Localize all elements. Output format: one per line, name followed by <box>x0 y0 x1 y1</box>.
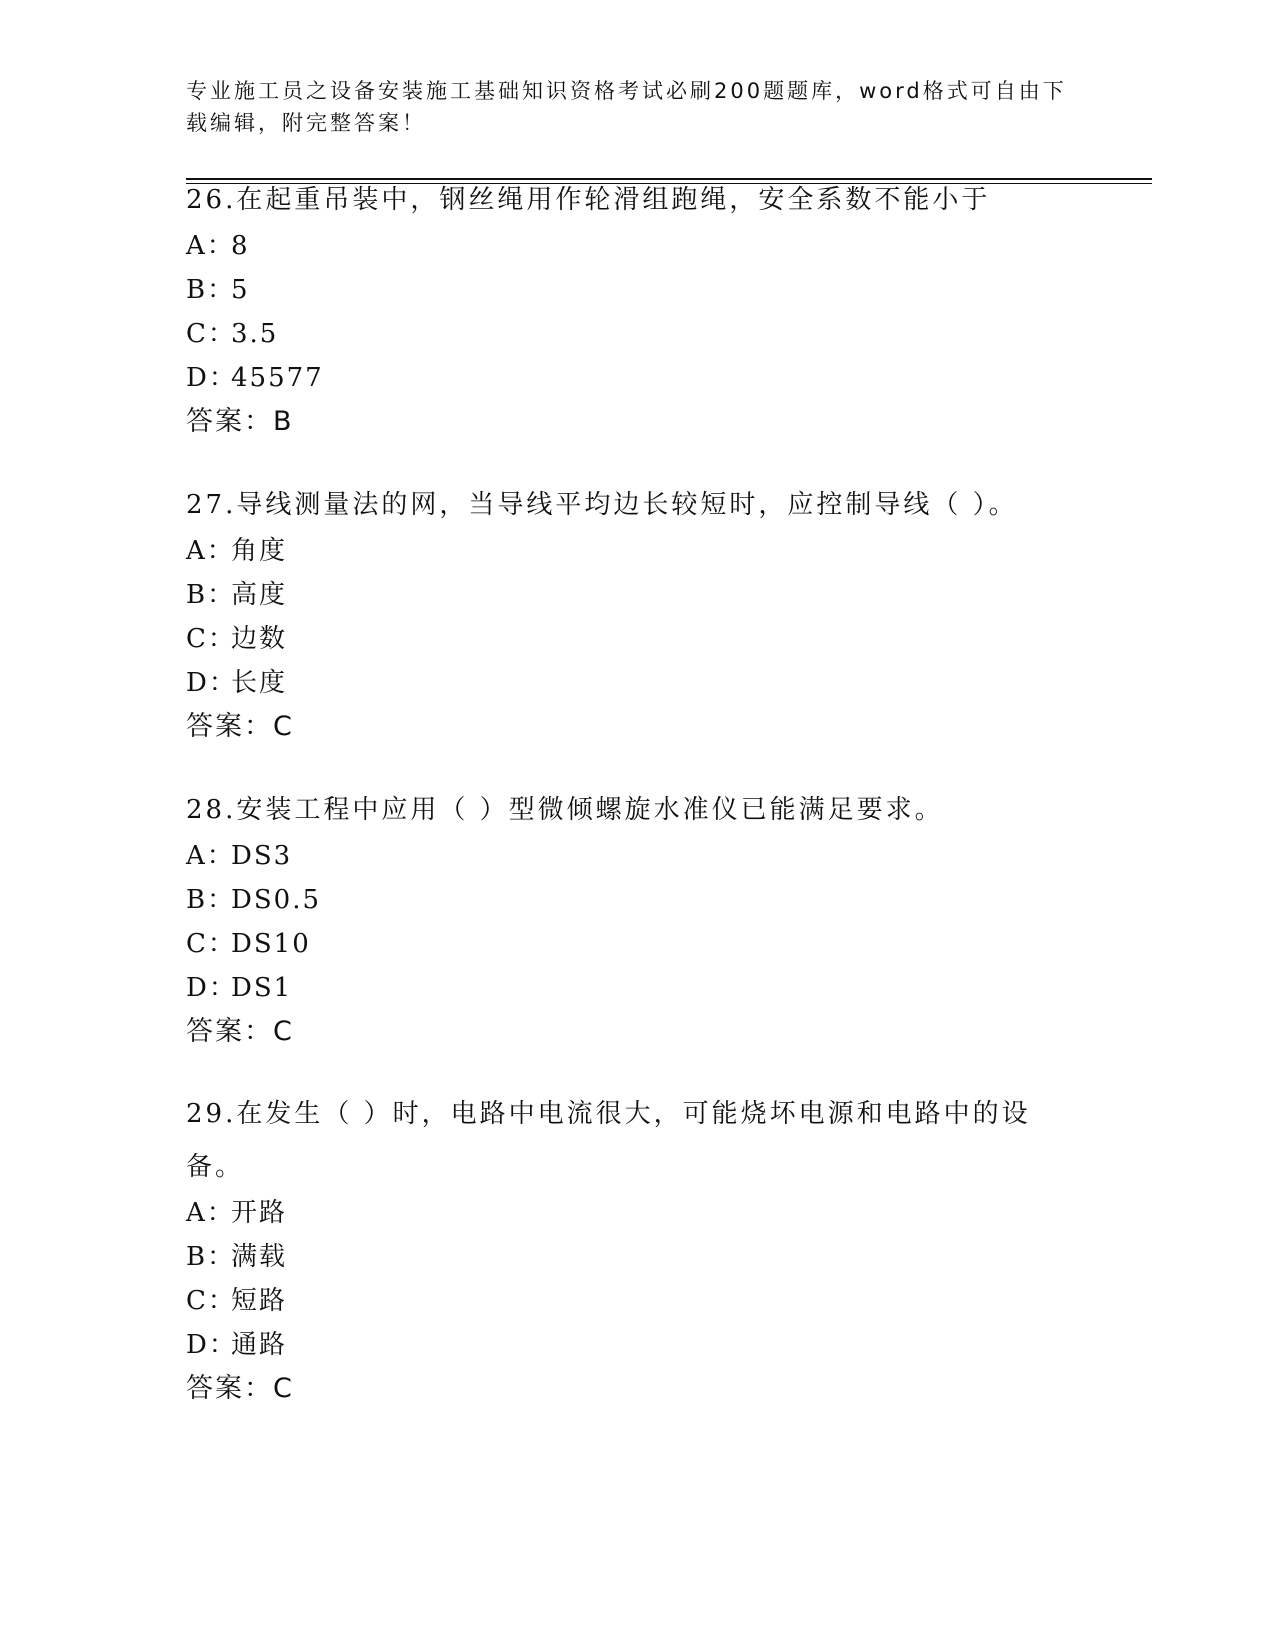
option-value: 角度 <box>231 536 288 566</box>
answer-line: 答案：C <box>186 1373 294 1404</box>
option-b <box>186 885 1152 931</box>
option-label: C： <box>186 624 236 654</box>
option-label: B： <box>186 1242 236 1272</box>
question-text: 26.在起重吊装中，钢丝绳用作轮滑组跑绳，安全系数不能小于 <box>186 185 991 215</box>
option-label: D： <box>186 973 237 1003</box>
answer-line: 答案：C <box>186 711 294 742</box>
option-value: 满载 <box>231 1242 288 1272</box>
option-label: D： <box>186 668 237 698</box>
option-value: DS0.5 <box>231 885 322 915</box>
answer-line: 答案：C <box>186 1016 294 1047</box>
question-text: 28.安装工程中应用（ ）型微倾螺旋水准仪已能满足要求。 <box>186 795 944 825</box>
document-page <box>186 0 1152 1650</box>
option-c <box>186 319 1152 365</box>
answer-line: 答案：B <box>186 406 294 437</box>
header-divider <box>186 178 1152 184</box>
option-label: A： <box>186 841 235 871</box>
option-value: DS1 <box>231 973 293 1003</box>
option-value: 开路 <box>231 1198 288 1228</box>
question-29 <box>186 1088 1152 1404</box>
option-value: 边数 <box>231 624 288 654</box>
option-value: 3.5 <box>231 319 279 349</box>
option-value: 5 <box>231 275 250 305</box>
option-d <box>186 668 1152 714</box>
option-label: A： <box>186 1198 235 1228</box>
option-label: B： <box>186 885 236 915</box>
option-value: 8 <box>231 231 250 261</box>
option-d <box>186 363 1152 409</box>
option-c <box>186 1286 1152 1332</box>
option-label: C： <box>186 1286 236 1316</box>
option-value: 长度 <box>231 668 288 698</box>
option-d <box>186 1330 1152 1376</box>
option-c <box>186 624 1152 670</box>
option-value: 45577 <box>231 363 324 393</box>
option-c <box>186 929 1152 975</box>
option-label: B： <box>186 580 236 610</box>
question-28 <box>186 795 1152 1047</box>
option-b <box>186 580 1152 626</box>
question-27 <box>186 490 1152 742</box>
option-b <box>186 1242 1152 1288</box>
option-a <box>186 231 1152 277</box>
option-label: C： <box>186 929 236 959</box>
question-text: 27.导线测量法的网，当导线平均边长较短时，应控制导线（ ）。 <box>186 490 1018 520</box>
option-value: 通路 <box>231 1330 288 1360</box>
option-label: A： <box>186 231 235 261</box>
option-a <box>186 536 1152 582</box>
option-label: C： <box>186 319 236 349</box>
question-text: 29.在发生（ ）时，电路中电流很大，可能烧坏电源和电路中的设备。 <box>186 1099 1031 1182</box>
option-value: 短路 <box>231 1286 288 1316</box>
option-d <box>186 973 1152 1019</box>
option-label: B： <box>186 275 236 305</box>
option-a <box>186 841 1152 887</box>
option-label: D： <box>186 363 237 393</box>
option-a <box>186 1198 1152 1244</box>
option-label: A： <box>186 536 235 566</box>
option-b <box>186 275 1152 321</box>
option-value: DS10 <box>231 929 311 959</box>
option-value: 高度 <box>231 580 288 610</box>
option-label: D： <box>186 1330 237 1360</box>
option-value: DS3 <box>231 841 293 871</box>
document-header: 专业施工员之设备安装施工基础知识资格考试必刷200题题库，word格式可自由下载编辑，附完整答案！ <box>186 79 1067 135</box>
question-26 <box>186 185 1152 437</box>
